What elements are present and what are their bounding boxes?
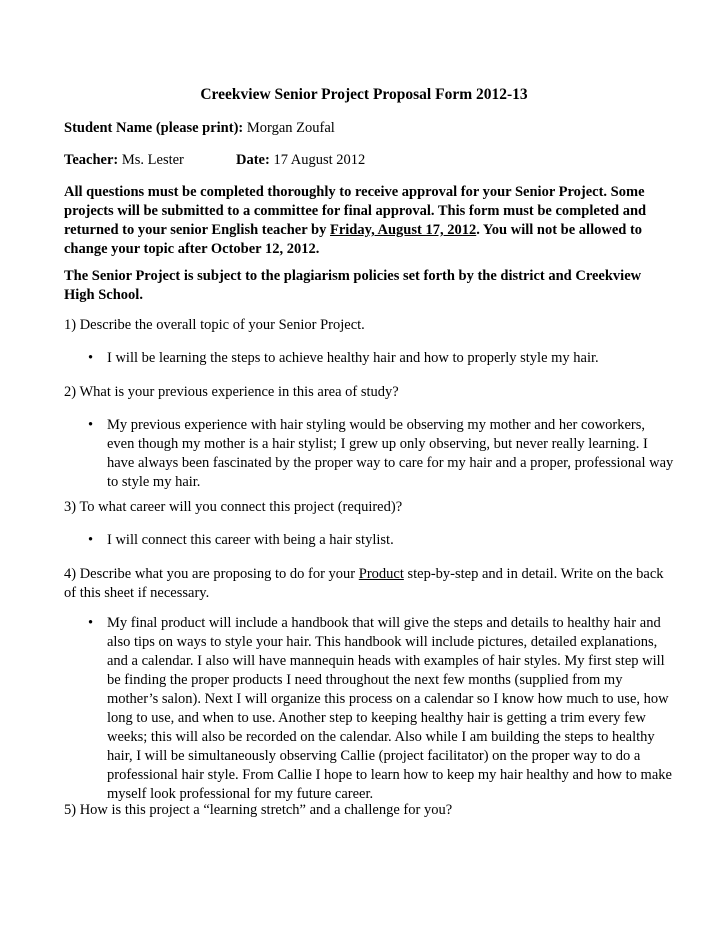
- question-4-text-1: 4) Describe what you are proposing to do for your: [64, 566, 359, 582]
- product-text: Product: [358, 566, 404, 582]
- bullet-icon: •: [88, 350, 94, 366]
- student-name-value: Morgan Zoufal: [246, 120, 335, 136]
- bullet-icon: •: [88, 532, 94, 548]
- teacher-label: Teacher:: [64, 152, 119, 168]
- date-line: [236, 152, 365, 169]
- answer-1: I will be learning the steps to achieve healthy hair and how to properly style my hair.: [107, 350, 599, 366]
- date-label: Date:: [236, 152, 270, 168]
- answer-3: I will connect this career with being a hair stylist.: [107, 532, 394, 548]
- bullet-icon: •: [88, 615, 94, 631]
- instructions-text-1: All questions must be completed thoroughly to receive approval for your Senior Project. Some projects will be submitted to a committee for final approval. This form must be completed and returned to your senior English teacher by: [64, 184, 647, 238]
- question-4-text-2: step-by-step and in detail. Write on the back of this sheet if necessary.: [64, 566, 664, 601]
- page-title: Creekview Senior Project Proposal Form 2012-13: [200, 86, 528, 103]
- plagiarism-paragraph: The Senior Project is subject to the plagiarism policies set forth by the district and Creekview High School.: [64, 268, 642, 303]
- answer-4: My final product will include a handbook that will give the steps and details to healthy hair and also tips on ways to style your hair. This handbook will include pictures, detailed explanations, and a calendar. I also will have mannequin heads with examples of hair styles. My first step will be finding the proper products I need throughout the next few months (supplied from my mother’s salon). Next I will organize this process on a calendar so I know how much to use, how long to use, and when to use. Another step to keeping healthy hair is getting a trim every few weeks; this will also be recorded on the calendar. Also while I am building the steps to healthy hair, I will be simultaneously observing Callie (project facilitator) on the proper way to do a professional hair style. From Callie I hope to learn how to keep my hair healthy and how to make myself look professional for my future career.: [107, 615, 672, 802]
- instructions-text-2: . You will not be allowed to change your topic after October 12, 2012.: [64, 222, 643, 257]
- question-5: 5) How is this project a “learning stretch” and a challenge for you?: [64, 802, 453, 818]
- date-value: 17 August 2012: [273, 152, 366, 168]
- question-2: 2) What is your previous experience in this area of study?: [64, 384, 399, 400]
- instructions-paragraph: [64, 183, 654, 259]
- teacher-line: [64, 152, 184, 169]
- bullet-icon: •: [88, 417, 94, 433]
- deadline-text: Friday, August 17, 2012: [329, 222, 477, 238]
- question-4: [64, 565, 669, 603]
- teacher-value: Ms. Lester: [121, 152, 184, 168]
- answer-2: My previous experience with hair styling would be observing my mother and her coworkers, even though my mother is a hair stylist; I grew up only observing, but never really learning. I have always been fascinated by the proper way to care for my hair and a proper, professional way to style my hair.: [107, 417, 674, 490]
- student-name-line: [64, 120, 335, 137]
- question-3: 3) To what career will you connect this project (required)?: [64, 499, 403, 515]
- student-name-label: Student Name (please print):: [64, 120, 244, 136]
- question-1: 1) Describe the overall topic of your Senior Project.: [64, 317, 365, 333]
